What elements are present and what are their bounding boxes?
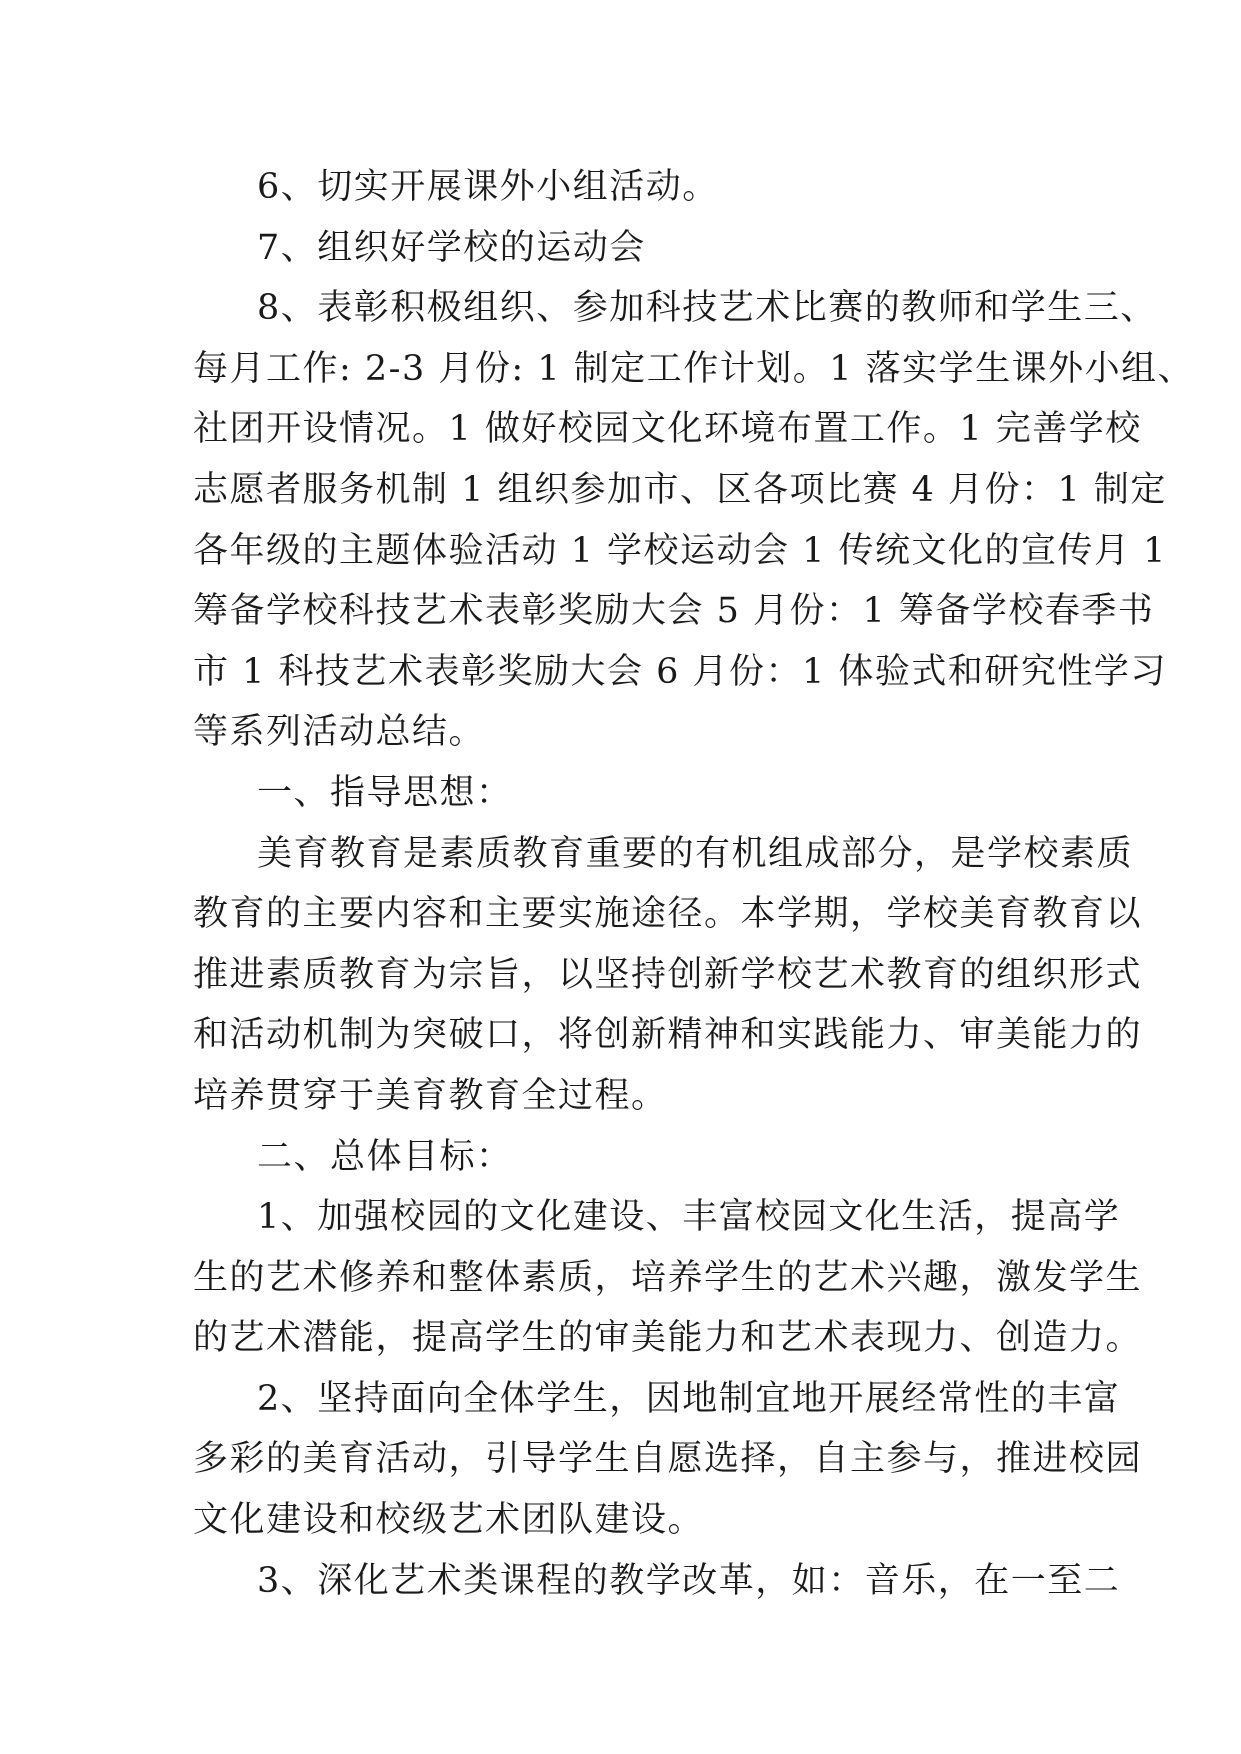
text-line: 3、深化艺术类课程的教学改革，如：音乐，在一至二 xyxy=(257,1560,1121,1601)
text-line: 和活动机制为突破口，将创新精神和实践能力、审美能力的 xyxy=(193,1015,1143,1056)
text-line: 等系列活动总结。 xyxy=(193,712,486,753)
text-line: 培养贯穿于美育教育全过程。 xyxy=(193,1075,668,1116)
text-line: 美育教育是素质教育重要的有机组成部分，是学校素质 xyxy=(257,833,1134,874)
text-line: 1、加强校园的文化建设、丰富校园文化生活，提高学 xyxy=(257,1197,1121,1238)
text-line: 8、表彰积极组织、参加科技艺术比赛的教师和学生三、 xyxy=(257,288,1157,329)
text-line: 推进素质教育为宗旨，以坚持创新学校艺术教育的组织形式 xyxy=(193,954,1143,995)
text-line: 社团开设情况。1 做好校园文化环境布置工作。1 完善学校 xyxy=(193,409,1142,450)
text-line: 文化建设和校级艺术团队建设。 xyxy=(193,1500,705,1541)
text-line: 生的艺术修养和整体素质，培养学生的艺术兴趣，激发学生 xyxy=(193,1257,1143,1298)
text-line: 每月工作: 2-3 月份: 1 制定工作计划。1 落实学生课外小组、 xyxy=(193,348,1195,389)
text-line: 2、坚持面向全体学生，因地制宜地开展经常性的丰富 xyxy=(257,1378,1121,1419)
text-line: 筹备学校科技艺术表彰奖励大会 5 月份：1 筹备学校春季书 xyxy=(193,591,1155,632)
text-line: 教育的主要内容和主要实施途径。本学期，学校美育教育以 xyxy=(193,894,1143,935)
section-heading: 二、总体目标： xyxy=(257,1136,513,1177)
text-line: 6、切实开展课外小组活动。 xyxy=(257,167,719,207)
text-line: 7、组织好学校的运动会 xyxy=(257,227,646,268)
text-line: 志愿者服务机制 1 组织参加市、区各项比赛 4 月份：1 制定 xyxy=(193,469,1167,510)
text-line: 的艺术潜能，提高学生的审美能力和艺术表现力、创造力。 xyxy=(193,1318,1143,1359)
text-line: 市 1 科技艺术表彰奖励大会 6 月份：1 体验式和研究性学习 xyxy=(193,651,1167,692)
text-line: 多彩的美育活动，引导学生自愿选择，自主参与，推进校园 xyxy=(193,1439,1143,1480)
section-heading: 一、指导思想： xyxy=(257,772,513,813)
document-body xyxy=(193,157,1195,1611)
text-line: 各年级的主题体验活动 1 学校运动会 1 传统文化的宣传月 1 xyxy=(193,530,1167,571)
